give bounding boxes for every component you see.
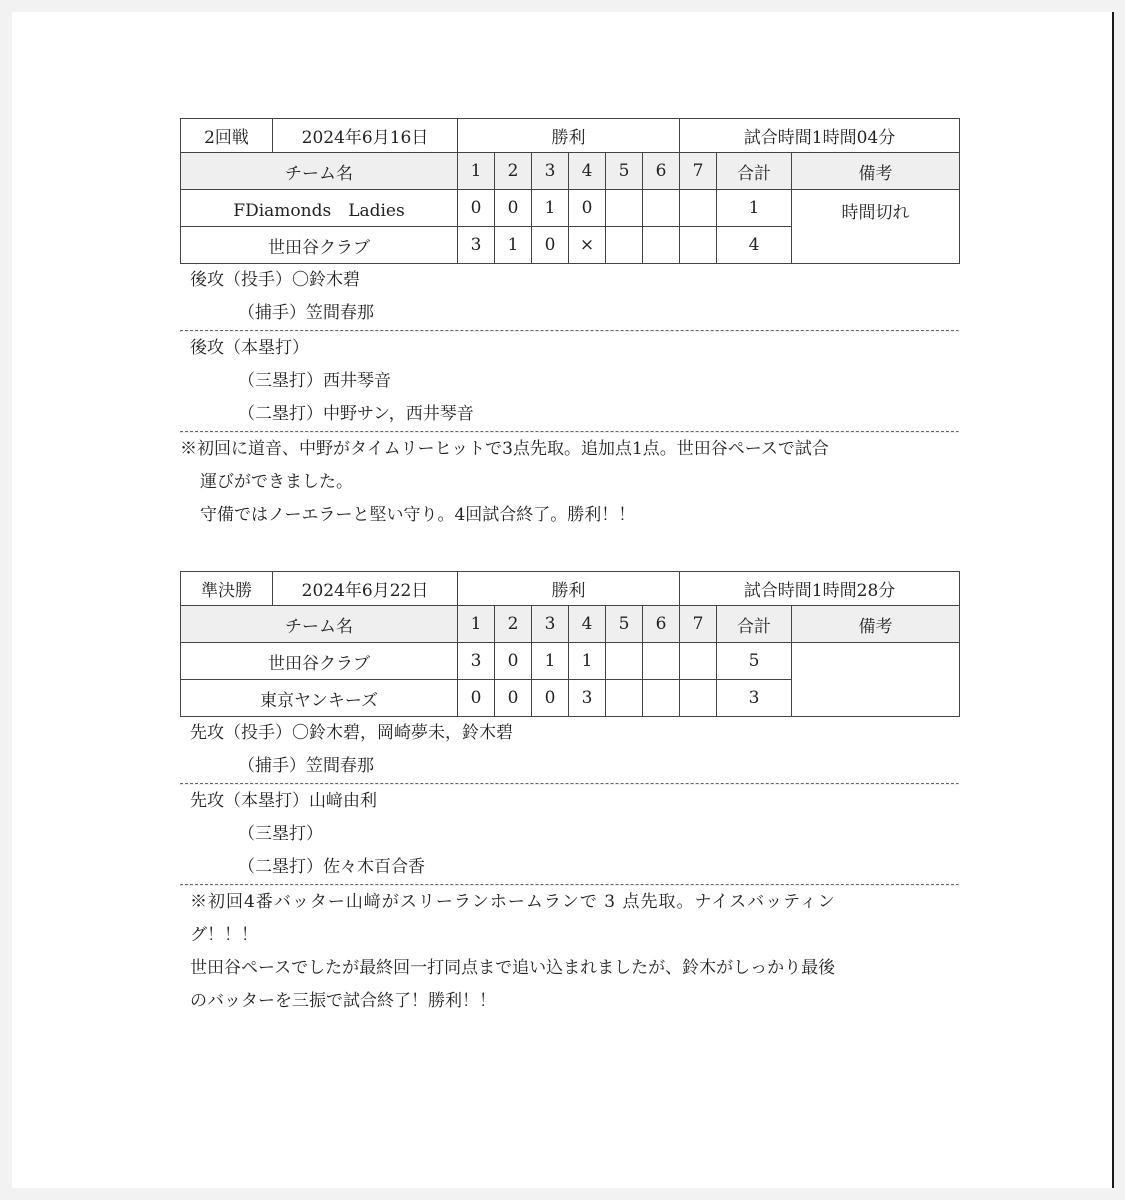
- inning-score: [643, 227, 680, 264]
- inning-header: 1: [458, 606, 495, 643]
- total-score: 4: [717, 227, 792, 264]
- total-score: 5: [717, 643, 792, 680]
- note-line: 世田谷ペースでしたが最終回一打同点まで追い込まれましたが、鈴木がしっかり最後: [190, 958, 836, 978]
- total-score: 1: [717, 190, 792, 227]
- inning-score: [643, 643, 680, 680]
- inning-score: [606, 190, 643, 227]
- game-section-round2: [180, 118, 959, 532]
- note-line: ※初回4番バッター山﨑がスリーランホームランで 3 点先取。ナイスバッティン: [190, 892, 836, 912]
- team-column-header: チーム名: [181, 606, 458, 643]
- team-column-header: チーム名: [181, 153, 458, 190]
- catcher-line: （捕手）笠間春那: [238, 303, 374, 323]
- double-line: （二塁打）佐々木百合香: [238, 857, 425, 877]
- extra-base-hits-section: [180, 785, 959, 884]
- inning-score: 3: [458, 643, 495, 680]
- inning-header: 7: [680, 606, 717, 643]
- inning-score: 0: [532, 680, 569, 717]
- inning-header: 4: [569, 153, 606, 190]
- inning-header: 1: [458, 153, 495, 190]
- inning-header: 2: [495, 606, 532, 643]
- inning-score: 0: [458, 190, 495, 227]
- inning-score: ×: [569, 227, 606, 264]
- inning-score: 0: [532, 227, 569, 264]
- inning-header: 6: [643, 606, 680, 643]
- extra-base-hits-section: [180, 332, 959, 431]
- battery-section: [180, 264, 959, 330]
- game-result: 勝利: [458, 119, 680, 153]
- inning-score: 0: [495, 643, 532, 680]
- pitcher-line: 先攻（投手）〇鈴木碧，岡崎夢未，鈴木碧: [190, 723, 513, 743]
- note-line: 運びができました。: [200, 472, 353, 492]
- inning-score: [606, 227, 643, 264]
- catcher-line: （捕手）笠間春那: [238, 756, 374, 776]
- team-name: 東京ヤンキーズ: [181, 680, 458, 717]
- inning-header: 3: [532, 153, 569, 190]
- inning-score: [680, 227, 717, 264]
- total-header: 合計: [717, 606, 792, 643]
- pitcher-line: 後攻（投手）〇鈴木碧: [190, 270, 360, 290]
- inning-score: [606, 680, 643, 717]
- game-result: 勝利: [458, 572, 680, 606]
- inning-header: 2: [495, 153, 532, 190]
- note-line: グ！！！: [190, 925, 258, 945]
- game-date: 2024年6月16日: [273, 119, 458, 153]
- remarks-header: 備考: [792, 606, 960, 643]
- inning-header: 7: [680, 153, 717, 190]
- scoreboard-table: [180, 571, 960, 717]
- inning-header: 3: [532, 606, 569, 643]
- inning-score: 0: [569, 190, 606, 227]
- total-score: 3: [717, 680, 792, 717]
- inning-score: [680, 190, 717, 227]
- inning-score: [643, 190, 680, 227]
- inning-score: [680, 680, 717, 717]
- inning-score: 1: [532, 643, 569, 680]
- inning-header: 4: [569, 606, 606, 643]
- homerun-line: 後攻（本塁打）: [190, 338, 309, 358]
- inning-header: 6: [643, 153, 680, 190]
- team-name: FDiamonds Ladies: [181, 190, 458, 227]
- note-line: ※初回に道音、中野がタイムリーヒットで3点先取。追加点1点。世田谷ペースで試合: [180, 439, 829, 459]
- inning-score: [643, 680, 680, 717]
- round-label: 2回戦: [181, 119, 273, 153]
- inning-score: [680, 643, 717, 680]
- team-name: 世田谷クラブ: [181, 227, 458, 264]
- scoreboard-table: [180, 118, 960, 264]
- inning-header: 5: [606, 153, 643, 190]
- remark-cell: 時間切れ: [792, 190, 960, 264]
- game-note: [180, 886, 959, 1018]
- inning-score: 0: [495, 680, 532, 717]
- triple-line: （三塁打）西井琴音: [238, 371, 391, 391]
- triple-line: （三塁打）: [238, 824, 323, 844]
- inning-score: 1: [495, 227, 532, 264]
- inning-header: 5: [606, 606, 643, 643]
- game-section-semifinal: [180, 571, 959, 1018]
- game-duration: 試合時間1時間04分: [680, 119, 960, 153]
- inning-score: 1: [569, 643, 606, 680]
- note-line: 守備ではノーエラーと堅い守り。4回試合終了。勝利！！: [200, 505, 636, 525]
- remark-cell: [792, 643, 960, 717]
- battery-section: [180, 717, 959, 783]
- game-note: [180, 433, 959, 532]
- total-header: 合計: [717, 153, 792, 190]
- inning-score: 3: [569, 680, 606, 717]
- inning-score: 3: [458, 227, 495, 264]
- remarks-header: 備考: [792, 153, 960, 190]
- round-label: 準決勝: [181, 572, 273, 606]
- homerun-line: 先攻（本塁打）山﨑由利: [190, 791, 377, 811]
- note-line: のバッターを三振で試合終了！勝利！！: [190, 991, 496, 1011]
- inning-score: 0: [458, 680, 495, 717]
- game-date: 2024年6月22日: [273, 572, 458, 606]
- inning-score: 1: [532, 190, 569, 227]
- game-duration: 試合時間1時間28分: [680, 572, 960, 606]
- document-page: [12, 12, 1114, 1188]
- inning-score: 0: [495, 190, 532, 227]
- team-name: 世田谷クラブ: [181, 643, 458, 680]
- inning-score: [606, 643, 643, 680]
- double-line: （二塁打）中野サン，西井琴音: [238, 404, 474, 424]
